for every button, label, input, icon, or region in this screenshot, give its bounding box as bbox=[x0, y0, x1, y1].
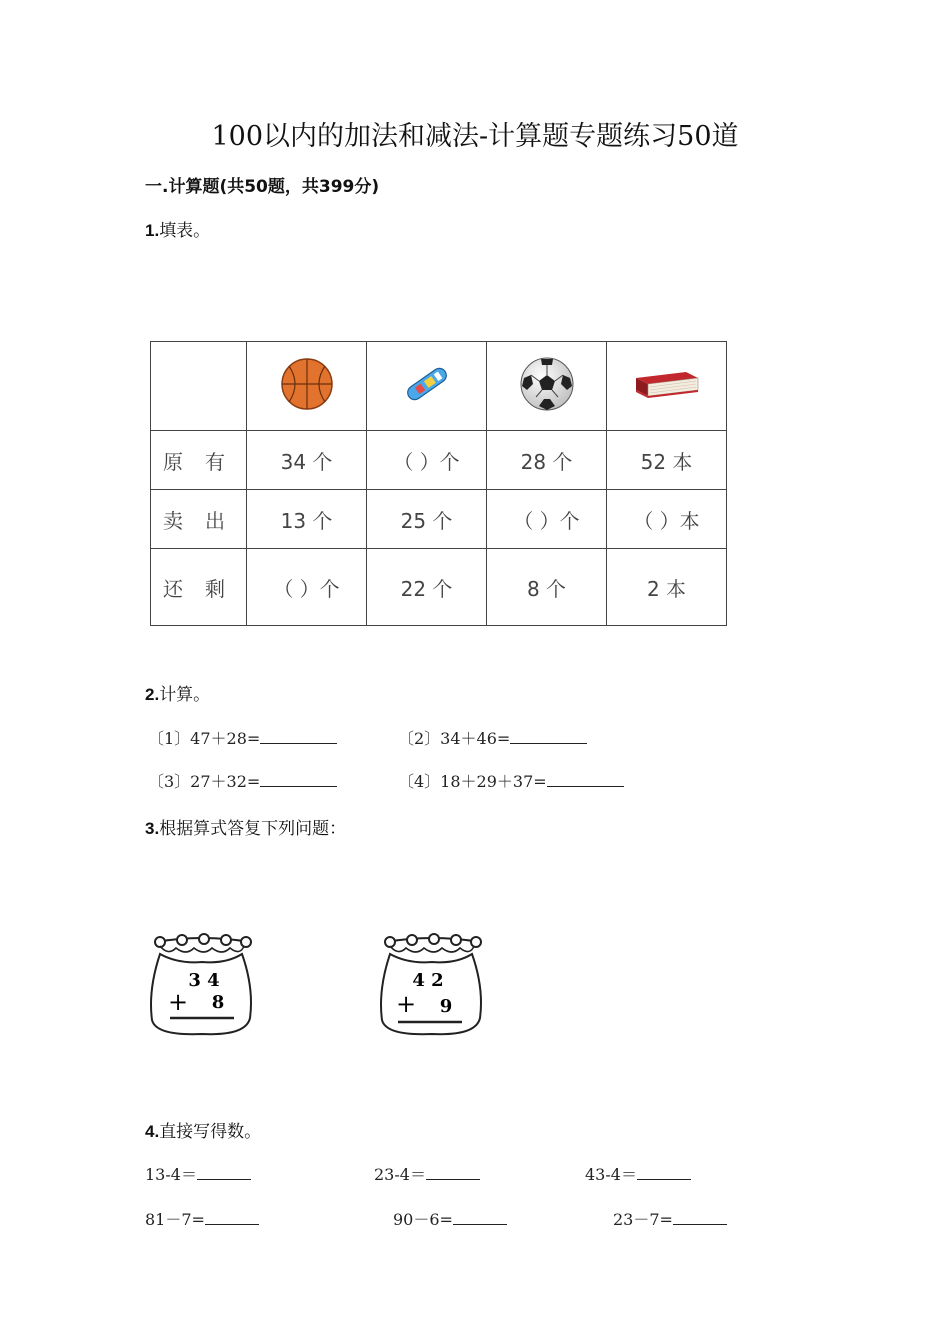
question-4-prompt: 直接写得数。 bbox=[159, 1122, 262, 1142]
table-cell: 13 个 bbox=[247, 490, 367, 549]
bag-bottom-number: 8 bbox=[211, 992, 225, 1013]
basketball-icon bbox=[280, 357, 334, 411]
section-heading: 一.计算题(共50题，共399分) bbox=[145, 177, 380, 197]
page-title: 100以内的加法和减法-计算题专题练习50道 bbox=[211, 121, 739, 152]
mental-calc-item-6: 23－7= bbox=[613, 1207, 727, 1230]
table-cell: 28 个 bbox=[487, 431, 607, 490]
fill-table bbox=[150, 341, 727, 626]
mental-calc-item-1: 13-4＝ bbox=[145, 1162, 251, 1185]
bag-operator: + bbox=[395, 990, 417, 1018]
row-header-sold: 卖 出 bbox=[151, 490, 247, 549]
question-1-prompt: 填表。 bbox=[159, 221, 211, 241]
calc-item-3: 〔3〕27＋32= bbox=[148, 769, 337, 792]
question-4-number: 4. bbox=[145, 1122, 160, 1141]
mental-calc-item-5: 90－6= bbox=[393, 1207, 507, 1230]
answer-blank[interactable] bbox=[673, 1224, 727, 1225]
pencil-case-icon bbox=[399, 361, 455, 407]
answer-blank[interactable] bbox=[205, 1224, 259, 1225]
table-row bbox=[151, 431, 727, 490]
question-1 bbox=[145, 216, 210, 241]
calc-item-2: 〔2〕34＋46= bbox=[398, 726, 587, 749]
mental-calc-item-2: 23-4＝ bbox=[374, 1162, 480, 1185]
answer-blank[interactable] bbox=[637, 1179, 691, 1180]
table-cell: 25 个 bbox=[367, 490, 487, 549]
table-cell: 8 个 bbox=[487, 549, 607, 626]
calc-item-4: 〔4〕18＋29＋37= bbox=[398, 769, 624, 792]
table-header-basketball bbox=[247, 342, 367, 431]
calc-item-1: 〔1〕47＋28= bbox=[148, 726, 337, 749]
table-header-pencil-case bbox=[367, 342, 487, 431]
question-3-number: 3. bbox=[145, 819, 160, 838]
answer-blank[interactable] bbox=[453, 1224, 507, 1225]
table-header-book bbox=[607, 342, 727, 431]
table-cell: 2 本 bbox=[607, 549, 727, 626]
answer-blank[interactable] bbox=[426, 1179, 480, 1180]
answer-blank[interactable] bbox=[197, 1179, 251, 1180]
bag-picture-2 bbox=[376, 930, 488, 1040]
table-cell: 34 个 bbox=[247, 431, 367, 490]
row-header-original: 原 有 bbox=[151, 431, 247, 490]
table-cell: （ ）本 bbox=[607, 490, 727, 549]
bag-picture-1 bbox=[146, 930, 258, 1040]
question-4 bbox=[145, 1117, 261, 1142]
question-2-prompt: 计算。 bbox=[159, 685, 211, 705]
answer-blank[interactable] bbox=[260, 786, 337, 787]
table-cell: 52 本 bbox=[607, 431, 727, 490]
table-corner-cell bbox=[151, 342, 247, 431]
question-3-prompt: 根据算式答复下列问题： bbox=[159, 819, 347, 839]
table-cell: 22 个 bbox=[367, 549, 487, 626]
question-1-number: 1. bbox=[145, 221, 160, 240]
bag-top-number: 4 2 bbox=[412, 970, 444, 991]
answer-blank[interactable] bbox=[510, 743, 587, 744]
question-2-number: 2. bbox=[145, 685, 160, 704]
answer-blank[interactable] bbox=[260, 743, 337, 744]
table-cell: （ ）个 bbox=[487, 490, 607, 549]
question-3 bbox=[145, 814, 346, 839]
mental-calc-item-3: 43-4＝ bbox=[585, 1162, 691, 1185]
bag-bottom-number: 9 bbox=[439, 996, 453, 1017]
table-cell: （ ）个 bbox=[367, 431, 487, 490]
bag-top-number: 3 4 bbox=[188, 970, 220, 991]
question-2 bbox=[145, 680, 210, 705]
book-icon bbox=[632, 364, 702, 404]
answer-blank[interactable] bbox=[547, 786, 624, 787]
table-cell: （ ）个 bbox=[247, 549, 367, 626]
table-row bbox=[151, 549, 727, 626]
table-header-soccer bbox=[487, 342, 607, 431]
table-row bbox=[151, 490, 727, 549]
soccer-ball-icon bbox=[519, 356, 575, 412]
table-icon-row bbox=[151, 342, 727, 431]
row-header-remaining: 还 剩 bbox=[151, 549, 247, 626]
mental-calc-item-4: 81－7= bbox=[145, 1207, 259, 1230]
bag-operator: + bbox=[167, 988, 189, 1016]
